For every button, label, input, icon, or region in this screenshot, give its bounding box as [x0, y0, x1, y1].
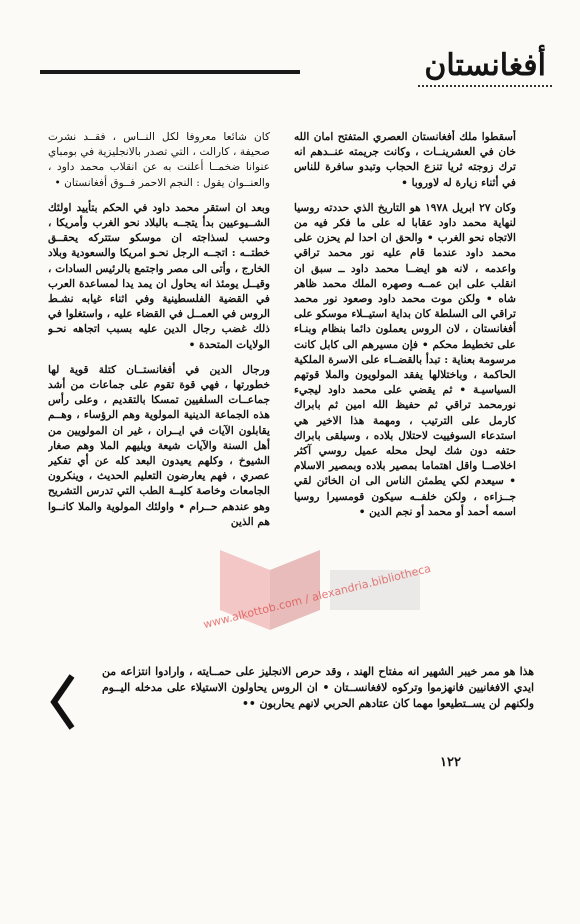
caption-box: [44, 660, 534, 744]
caption-text: هذا هو ممر خيبر الشهير انه مفتاح الهند ، وقد حرص الانجليز على حمــايته ، وارادوا انتزاعه من ايدي الافغانيين فانهزموا وتركوه لافغانســتان • ان الروس يحاولون الاستيلاء على مدخله اليــوم ولكنهم لن يســتطيعوا مهما كان عتادهم الحربي لانهم يحاربون ••: [102, 665, 534, 710]
paragraph: أسقطوا ملك أفغانستان العصري المتفتح امان الله خان في العشرينــات ، وكانت جريمته عنــدهم انه ترك زوجته ثريا تنزع الحجاب وتبدو سافرة للناس في أثناء زيارة له لاوروبا •: [294, 131, 516, 189]
watermark-book-icon: [150, 530, 433, 650]
paragraph: ورجال الدين في أفغانستــان كتلة قوية لها خطورتها ، فهي قوة تقوم على جماعات من أشد جماعــات السلفيين تمسكا بالتقديم ، وعلى رأس هذه الجماعة الدينية المولوية وهم الرؤساء ، وهــم يقابلون الآيات في ايــران ، غير ان المولويين من أهل السنة والآيات شيعة ويليهم الملا وهم صغار الشيوخ ، وكلهم يعيدون البعد كله عن أي تفكير عصري ، فهم يعارضون التعليم الحديث ، وينكرون الجامعات وخاصة كليــة الطب التي تدرس التشريح وهو عندهم حــرام • واولئك المولوية والملا كانــوا هم الذين: [48, 363, 270, 528]
watermark-text: www.alkottob.com / alexandria.bibliotheca: [201, 561, 433, 632]
paragraph: كان شائعا معروفا لكل النــاس ، فقــد نشرت صحيفة ، كارالت ، التي تصدر بالانجليزية في بومباي عنوانا ضخمــا أعلنت به عن انقلاب محمد داود ، والعنــوان يقول : النجم الاحمر فــوق أفغانستان •: [48, 131, 270, 189]
header-rule: [40, 70, 300, 74]
quote-bracket-icon: [44, 672, 78, 732]
paragraph: وكان ٢٧ ابريل ١٩٧٨ هو التاريخ الذي حددته روسيا لنهاية محمد داود عقابا له على ما فكر فيه من الاتجاه نحو الغرب • والحق ان احدا لم يحزن على محمد داود عندما قام عليه نور محمد تراقي واعدمه ، لانه هو ايضــا محمد داود ــ سبق ان انقلب على ابن عمــه وصهره الملك محمد ظاهر شاه • ولكن موت محمد داود وصعود نور محمد تراقي الى السلطة كان بداية استيــلاء موسكو على أفغانستان ، لان الروس يعملون دائما بنظام وبنـاء على تخطيط محكم • فإن مسيرهم الى كابل كانت مرسومة بعناية : تبدأ بالقضــاء على الاسرة الملكية الحاكمة ، وباختلالها يفقد المولويون والملا قوتهم السياسيـة • ثم يقضي على محمد داود ليجيء نورمحمد تراقي ثم حفيظ الله امين ثم بابراك كارمل على الترتيب ، ومهمة هذا الاخير هي استدعاء السوفييت لاحتلال بلاده ، وسيلقى بابراك حتفه دون شك ليحل محله عميل روسي آكثر اخلاصــا واقل اهتماما بمصير بلاده وبمصير الاسلام • سيعدم لكي يطمئن الناس الى ان الخائن لقي جــزاءه ، ولكن خلفــه سيكون قومسيرا روسيا اسمه أحمد أو محمد أو نجم الدين •: [294, 201, 516, 518]
page-title: أفغانستان: [424, 48, 546, 83]
page-number: ١٢٢: [440, 755, 461, 770]
paragraph: وبعد ان استقر محمد داود في الحكم بتأييد اولئك الشــيوعيين بدأ يتجــه بالبلاد نحو الغرب وأمريكا ، وحسب لسذاجته ان موسكو ستتركه يحقــق خطتــه : اتجــه الرجل نحـو امريكا والسعودية وبلاد الخارج ، وأتى الى مصر واجتمع بالرئيس السادات ، وقيــل يومئذ انه يحاول ان يمد يدا لمساعدة العرب في القضية الفلسطينية وفي اثناء غيابه نشـط الروس في العمــل في القضاء عليه ، واستغلوا في ذلك غضب رجال الدين عليه بسبب اتجاهه نحـو الولايات المتحدة •: [48, 201, 270, 351]
